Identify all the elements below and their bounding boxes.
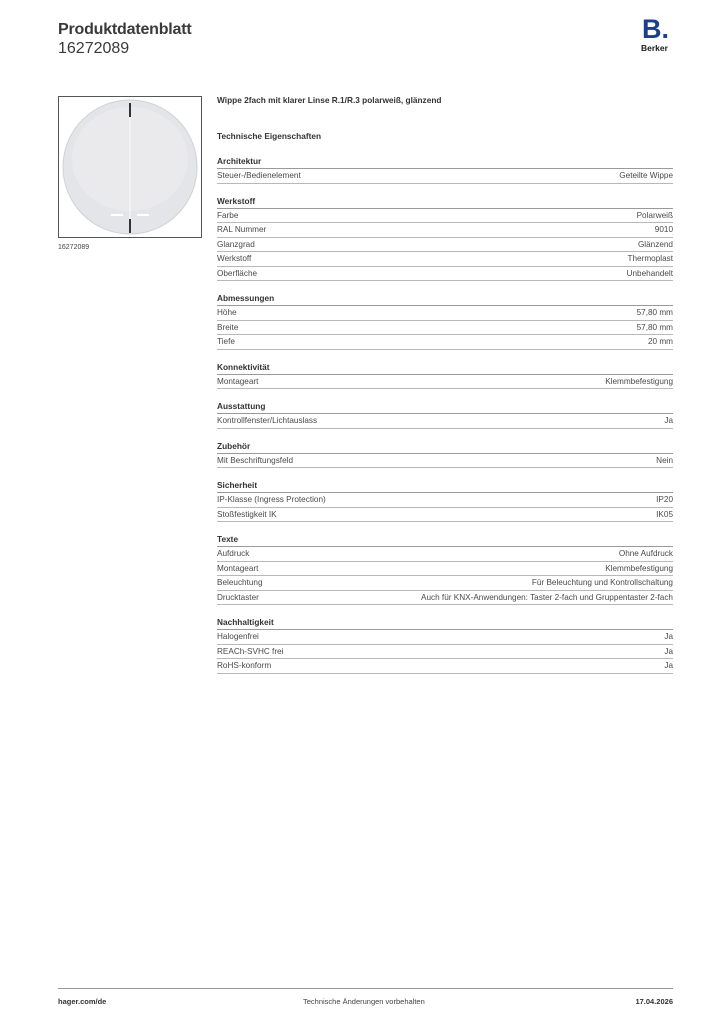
spec-label: IP-Klasse (Ingress Protection) — [217, 495, 326, 505]
page-header — [58, 20, 192, 58]
spec-section — [217, 617, 673, 674]
spec-label: Beleuchtung — [217, 578, 263, 588]
spec-label: RAL Nummer — [217, 225, 267, 235]
spec-row — [217, 375, 673, 390]
spec-value: Ja — [664, 646, 673, 656]
spec-row — [217, 562, 673, 577]
spec-row — [217, 223, 673, 238]
spec-row — [217, 335, 673, 350]
spec-row — [217, 454, 673, 469]
spec-value: Glänzend — [637, 239, 673, 249]
spec-value: Polarweiß — [636, 210, 673, 220]
spec-section — [217, 534, 673, 605]
spec-value: Klemmbefestigung — [605, 376, 673, 386]
spec-label: Oberfläche — [217, 268, 258, 278]
spec-value: Ja — [664, 416, 673, 426]
spec-row — [217, 238, 673, 253]
spec-section — [217, 441, 673, 469]
footer-divider — [58, 988, 673, 989]
article-number: 16272089 — [58, 40, 130, 57]
rocker-switch-illustration — [59, 97, 201, 237]
spec-section — [217, 480, 673, 522]
spec-row — [217, 547, 673, 562]
spec-row — [217, 659, 673, 674]
spec-value: Auch für KNX-Anwendungen: Taster 2-fach und Gruppentaster 2-fach — [421, 592, 673, 602]
spec-row — [217, 576, 673, 591]
spec-row — [217, 645, 673, 660]
spec-section — [217, 156, 673, 184]
spec-value: 9010 — [654, 225, 673, 235]
spec-value: 57,80 mm — [636, 308, 673, 318]
spec-label: Werkstoff — [217, 254, 252, 264]
footer-website[interactable]: hager.com/de — [58, 997, 107, 1006]
berker-logo — [640, 16, 674, 54]
spec-label: Mit Beschriftungsfeld — [217, 455, 293, 465]
spec-row — [217, 267, 673, 282]
spec-label: Farbe — [217, 210, 239, 220]
spec-value: Klemmbefestigung — [605, 563, 673, 573]
spec-value: Für Beleuchtung und Kontrollschaltung — [531, 578, 673, 588]
spec-label: Steuer-/Bedienelement — [217, 171, 301, 181]
product-image — [58, 96, 202, 238]
spec-section — [217, 293, 673, 350]
spec-row — [217, 209, 673, 224]
spec-section — [217, 196, 673, 282]
brand-mark: B. — [642, 14, 669, 44]
section-title: Sicherheit — [217, 480, 673, 493]
section-title: Nachhaltigkeit — [217, 617, 673, 630]
section-title: Ausstattung — [217, 401, 673, 414]
spec-label: Höhe — [217, 308, 237, 318]
section-title: Architektur — [217, 156, 673, 169]
section-title: Werkstoff — [217, 196, 673, 209]
spec-label: Halogenfrei — [217, 632, 259, 642]
spec-row — [217, 493, 673, 508]
spec-label: RoHS-konform — [217, 661, 272, 671]
spec-section — [217, 362, 673, 390]
spec-row — [217, 252, 673, 267]
spec-value: IK05 — [656, 509, 673, 519]
spec-row — [217, 630, 673, 645]
spec-row — [217, 321, 673, 336]
spec-value: Unbehandelt — [626, 268, 673, 278]
specifications — [217, 95, 673, 686]
spec-label: Kontrollfenster/Lichtauslass — [217, 416, 318, 426]
section-title: Konnektivität — [217, 362, 673, 375]
spec-label: Tiefe — [217, 337, 235, 347]
section-title: Abmessungen — [217, 293, 673, 306]
spec-value: Ja — [664, 661, 673, 671]
spec-value: IP20 — [656, 495, 673, 505]
spec-label: Montageart — [217, 376, 259, 386]
spec-label: Drucktaster — [217, 592, 259, 602]
spec-row — [217, 508, 673, 523]
footer-date: 17.04.2026 — [635, 997, 673, 1006]
spec-value: 57,80 mm — [636, 322, 673, 332]
spec-value: 20 mm — [647, 337, 673, 347]
spec-value: Geteilte Wippe — [619, 171, 673, 181]
spec-label: REACh-SVHC frei — [217, 646, 284, 656]
brand-name: Berker — [641, 43, 668, 53]
spec-value: Ohne Aufdruck — [618, 549, 673, 559]
spec-row — [217, 414, 673, 429]
footer-note: Technische Änderungen vorbehalten — [303, 997, 425, 1006]
spec-row — [217, 306, 673, 321]
product-name: Wippe 2fach mit klarer Linse R.1/R.3 polarweiß, glänzend — [217, 95, 442, 105]
spec-value: Thermoplast — [627, 254, 673, 264]
spec-value: Ja — [664, 632, 673, 642]
spec-label: Glanzgrad — [217, 239, 255, 249]
spec-row — [217, 169, 673, 184]
section-title: Zubehör — [217, 441, 673, 454]
spec-value: Nein — [656, 455, 673, 465]
spec-label: Stoßfestigkeit IK — [217, 509, 277, 519]
spec-sections — [217, 156, 673, 674]
spec-section — [217, 401, 673, 429]
spec-row — [217, 591, 673, 606]
section-title: Texte — [217, 534, 673, 547]
image-caption: 16272089 — [58, 244, 90, 251]
technical-properties-heading: Technische Eigenschaften — [217, 131, 322, 141]
spec-label: Montageart — [217, 563, 259, 573]
spec-label: Breite — [217, 322, 239, 332]
page-title: Produktdatenblatt — [58, 21, 192, 38]
spec-label: Aufdruck — [217, 549, 250, 559]
